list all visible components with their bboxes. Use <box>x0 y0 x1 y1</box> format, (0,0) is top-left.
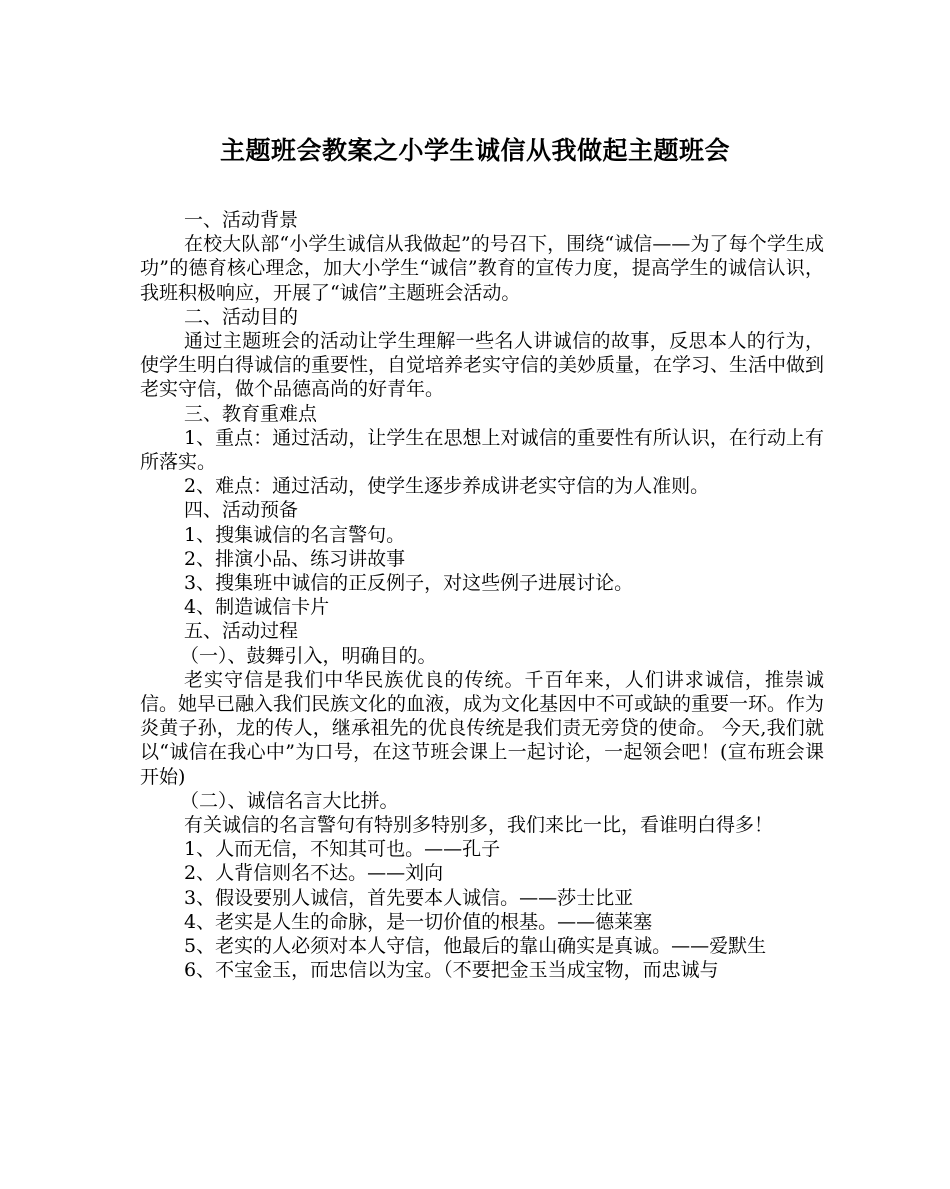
quote-item: 3、假设要别人诚信，首先要本人诚信。——莎士比亚 <box>184 886 634 909</box>
section-heading: 一、活动背景 <box>184 209 299 231</box>
list-item: 3、搜集班中诚信的正反例子，对这些例子进展讨论。 <box>184 572 634 595</box>
list-item: 1、重点：通过活动，让学生在思想上对诚信的重要性有所认识，在行动上有所落实。 <box>140 426 824 474</box>
list-item: 4、制造诚信卡片 <box>184 596 330 619</box>
paragraph: 有关诚信的名言警句有特别多特别多，我们来比一比，看谁明白得多！ <box>184 814 774 837</box>
subsection-heading: （二）、诚信名言大比拼。 <box>180 789 399 812</box>
quote-item: 5、老实的人必须对本人守信，他最后的靠山确实是真诚。——爱默生 <box>184 935 767 958</box>
list-item: 1、搜集诚信的名言警句。 <box>184 523 406 546</box>
section-heading: 五、活动过程 <box>184 620 299 643</box>
document-body <box>140 208 824 983</box>
quote-item: 2、人背信则名不达。——刘向 <box>184 862 444 885</box>
quote-item: 6、不宝金玉，而忠信以为宝。（不要把金玉当成宝物，而忠诚与 <box>184 959 719 982</box>
section-heading: 四、活动预备 <box>184 499 299 522</box>
quote-item: 1、人而无信，不知其可也。——孔子 <box>184 838 501 861</box>
quote-item: 4、老实是人生的命脉，是一切价值的根基。——德莱塞 <box>184 910 653 933</box>
subsection-heading: （一）、鼓舞引入，明确目的。 <box>180 644 437 667</box>
list-item: 2、排演小品、练习讲故事 <box>184 547 406 570</box>
list-item: 2、难点：通过活动，使学生逐步养成讲老实守信的为人准则。 <box>184 475 710 498</box>
paragraph: 老实守信是我们中华民族优良的传统。千百年来，人们讲求诚信，推崇诚信。她早已融入我们民族文化的血液，成为文化基因中不可或缺的重要一环。作为炎黄子孙，龙的传人，继承祖先的优良传统是我们责无旁贷的使命。 今天,我们就以“诚信在我心中”为口号，在这节班会课上一起讨论，一起领会吧！(宣布班会课开始) <box>140 668 825 788</box>
paragraph: 通过主题班会的活动让学生理解一些名人讲诚信的故事，反思本人的行为，使学生明白得诚信的重要性，自觉培养老实守信的美妙质量，在学习、生活中做到老实守信，做个品德高尚的好青年。 <box>140 330 825 401</box>
paragraph: 在校大队部“小学生诚信从我做起”的号召下，围绕“诚信——为了每个学生成功”的德育核心理念，加大小学生“诚信”教育的宣传力度，提高学生的诚信认识，我班积极响应，开展了“诚信”主题班会活动。 <box>140 233 824 304</box>
section-heading: 三、教育重难点 <box>184 402 318 425</box>
document-title: 主题班会教案之小学生诚信从我做起主题班会 <box>219 136 730 165</box>
section-heading: 二、活动目的 <box>184 305 299 328</box>
